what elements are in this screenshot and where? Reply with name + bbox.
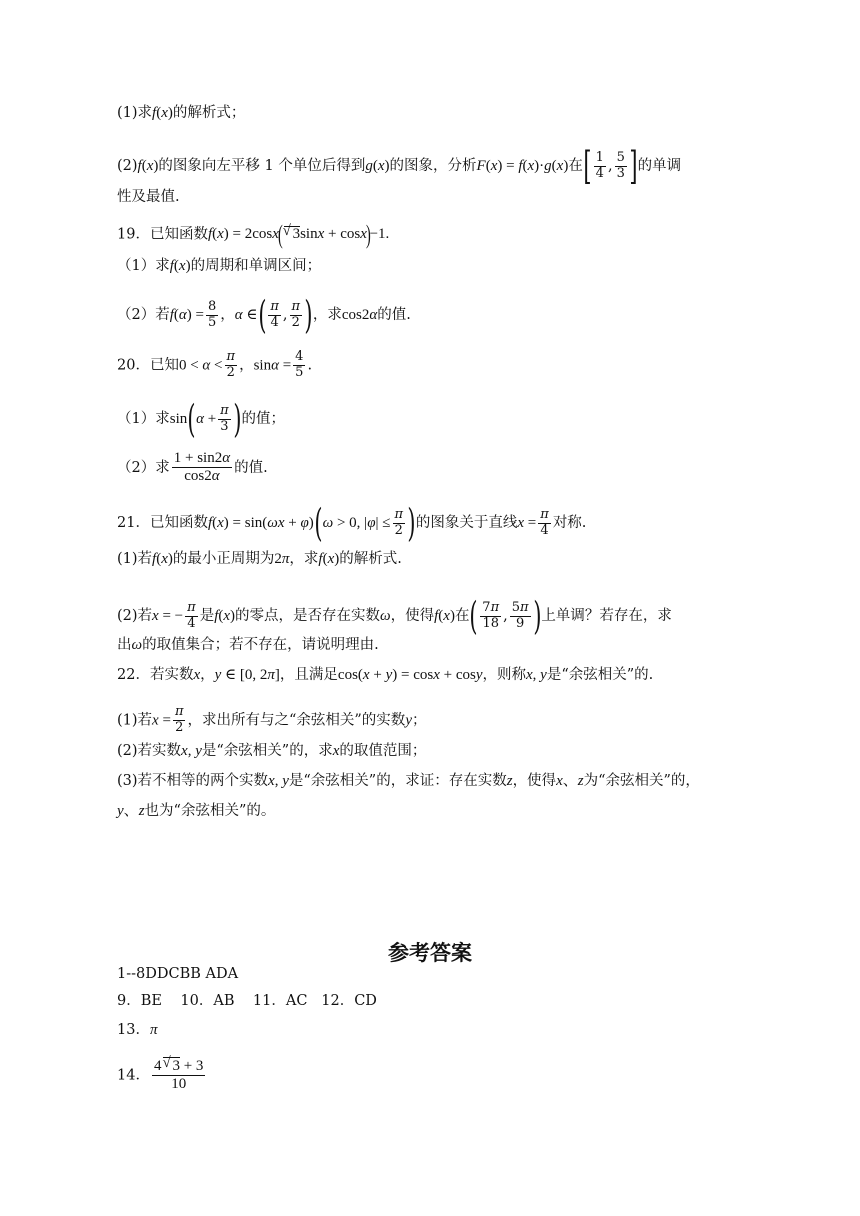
q22-s3e-text: 也为“余弦相关”的。 [144,803,276,819]
q22-s3-cont [117,804,275,819]
math: f(x) [152,105,173,121]
q18-p1-text: (1)求 [117,105,153,121]
q18-part1 [117,106,245,121]
math: $\frac{7\pi}{18}$ [482,599,500,631]
q22-s2c-text: 的取值范围； [339,743,427,759]
q22-headb-text: ，且满足 [279,667,338,683]
math: $\frac{1 + \sin 2\alpha}{\cos 2\alpha}$ [173,450,231,485]
q22-head: 22．若实数x，y ∈ [0, 2π]，且满足cos(x + y) = cosx + cosy，则称x, y是“余弦相关”的. [117,667,654,683]
math: ( [314,501,323,545]
math: sin [169,411,188,427]
answer-13-label: 13． [117,1022,150,1038]
math: x、z [556,773,584,789]
math: 0 < α < [178,357,223,374]
answer-14-label: 14． [117,1067,150,1084]
q21-s2f-text: 上单调？若存在，求 [541,608,672,624]
q19-s1 [117,259,321,274]
math: ( [187,397,196,441]
q21-head-text: 21．已知函数 [117,515,208,531]
q20-s2a-text: （2）求 [117,459,170,476]
q18-p2e-text: 的单调 [637,158,682,174]
q22-s2b-text: 是“余弦相关”的，求 [201,743,333,759]
q21-s2b-text: 是 [199,608,215,624]
q22-s1b-text: ，求出所有与之“余弦相关”的实数 [187,712,406,729]
math: ) [304,293,313,337]
q22-s3 [117,774,700,789]
q19-s2a-text: （2）若 [117,307,170,323]
q19-s2b-text: ， [220,307,235,323]
q21-s2-cont [117,638,379,653]
math: $\frac{8}{5}$ [208,298,217,330]
math: y、z [117,803,145,819]
q21-s2a-text: (2)若 [117,608,153,624]
math: f(x) [137,158,159,174]
q22-s3a-text: (3)若不相等的两个实数 [117,773,269,789]
math: α ∈ [234,307,258,323]
q21-s1b-text: 的最小正周期为 [172,551,275,567]
q20-head-text: 20．已知 [117,357,179,374]
q22-headc-text: ，则称 [482,667,526,683]
q21-s2h-text: 的取值集合；若不存在，请说明理由. [142,637,379,653]
math: $\frac{5}{3}$ [616,149,625,181]
math: ] [629,144,638,188]
math: ω [380,608,391,624]
math: g(x) [365,158,390,174]
math: f(x) = sin(ωx + φ) [207,515,314,531]
q20-s1a-text: （1）求 [117,411,170,427]
answers-line-14 [117,1057,207,1094]
math: x = − [152,608,184,624]
math: ) [532,594,542,638]
answers-line-2: 9．BE 10．AB 11．AC 12．CD [117,993,377,1009]
q21-s1 [117,552,402,567]
math: x, y [268,773,289,789]
math: $\frac{1}{4}$ [595,149,604,181]
math: $\frac{\pi}{2}$ [394,506,404,538]
math: ω > 0, |φ| ≤ [322,515,391,531]
answers-line-13 [117,1023,157,1038]
math: x = [152,712,171,729]
math: f(x) [152,551,173,567]
q22-s3d-text: 为“余弦相关”的， [583,773,700,789]
math: $\frac{\pi}{4}$ [187,599,196,631]
math: $\frac{\pi}{4}$ [540,506,549,538]
math: x, y [181,743,202,759]
math: sinα = [253,357,292,374]
q20-s1 [117,397,286,441]
math: $\frac{\pi}{4}$ [270,298,279,330]
math: x [193,667,201,683]
math: $\frac{5\pi}{9}$ [511,599,529,631]
math: $\frac{\pi}{3}$ [220,402,229,434]
math: F(x) = f(x)·g(x) [476,158,569,174]
q19-s1a-text: （1）求 [117,258,170,274]
q22-headd-text: 是“余弦相关”的. [546,667,654,683]
q20-s2 [117,450,268,486]
math: cos2α [341,307,378,323]
q21-head [117,501,587,545]
math: ( [469,594,478,638]
q19-s2c-text: ，求 [312,307,342,323]
q19-head [117,222,389,248]
q21-s2c-text: 的零点，是否存在实数 [235,608,381,624]
q21-s2g-text: 出 [117,637,132,653]
math: x = [517,515,537,531]
math: x, y [526,667,547,683]
math: $\frac{\pi}{2}$ [174,704,184,735]
math: $\frac{\pi}{2}$ [226,349,236,380]
math: ) [407,501,416,545]
math: f(α) = [169,307,204,323]
q18-p2f-text: 性及最值. [117,189,180,205]
math: 2π [274,551,290,567]
q21-s1a-text: (1)若 [117,551,153,567]
answers-title: 参考答案 [388,941,472,965]
q20-head: 20．已知0 < α < $\frac{\pi}{2}$ ，sinα = $\frac{4}{5}$ . [117,349,313,380]
q19-s2d-text: 的值. [377,307,411,323]
q21-s2: (2)若x = − $\frac{\pi}{4}$ 是f(x)的零点，是否存在实数ω，使得f(x)在( $\frac{7\pi}{18}$ , $\frac{5\pi}{9}$ )上单调？若存在，求 [117,594,672,638]
q20-s1b-text: 的值； [241,411,286,427]
q22-head-text: 22．若实数 [117,667,194,683]
q18-p2c-text: 的图象，分析 [389,158,477,174]
q19-head-text: 19．已知函数 [117,226,208,243]
q21-headc-text: 对称. [552,515,587,531]
q21-s1d-text: 的解析式. [339,551,402,567]
q22-s2a-text: (2)若实数 [117,743,182,759]
math: α + [196,411,217,427]
q22-s1a-text: (1)若 [117,712,153,729]
q18-p2b-text: 的图象向左平移 1 个单位后得到 [158,158,366,174]
math: z [506,773,513,789]
math: f(x) = 2cosx(√ 3sinx + cosx)−1. [208,226,389,242]
math: [ [583,144,592,188]
q22-s3c-text: ，使得 [512,773,557,789]
q22-s2 [117,744,426,759]
q18-p2a-text: (2) [117,158,138,174]
q18-p1b-text: 的解析式； [172,105,246,121]
math: ) [233,397,242,441]
q22-s1c-text: ； [411,712,427,729]
q19-s2: （2）若f(α) = $\frac{8}{5}$ ，α ∈( $\frac{\pi}{4}$ , $\frac{\pi}{2}$ )，求cos2α的值. [117,293,411,337]
math: π [149,1022,158,1038]
q19-s1b-text: 的周期和单调区间； [190,258,322,274]
math: y [405,712,412,729]
math: $\frac{4√ 3 + 3}{10}$ [152,1057,205,1094]
math: ( [257,293,267,337]
math: ω [131,637,143,653]
math: f(x) [318,551,340,567]
q18-part2: (2)f(x)的图象向左平移 1 个单位后得到g(x)的图象，分析F(x) = f(x)·g(x)在[ $\frac{1}{4}$ , $\frac{5}{3}$ ]的单调 [117,144,682,188]
q21-s1c-text: ，求 [289,551,319,567]
q18-p2d-text: 在 [568,158,583,174]
answers-line-1: 1--8DDCBB ADA [117,966,239,982]
q21-headb-text: 的图象关于直线 [415,515,518,531]
q21-s2e-text: 在 [454,608,470,624]
q18-part2-cont [117,190,180,205]
q22-s3b-text: 是“余弦相关”的，求证：存在实数 [288,773,507,789]
math: $\frac{4}{5}$ [295,349,304,380]
math: f(x) [169,258,191,274]
math: x [332,743,340,759]
math: cos(x + y) = cosx + cosy [337,667,483,683]
q21-s2d-text: ，使得 [390,608,435,624]
math: $\frac{\pi}{2}$ [291,298,301,330]
math: f(x) [434,608,455,624]
math: f(x) [214,608,236,624]
q22-s1 [117,705,426,736]
q20-s2b-text: 的值. [234,459,268,476]
math: y ∈ [0, 2π] [214,667,280,683]
